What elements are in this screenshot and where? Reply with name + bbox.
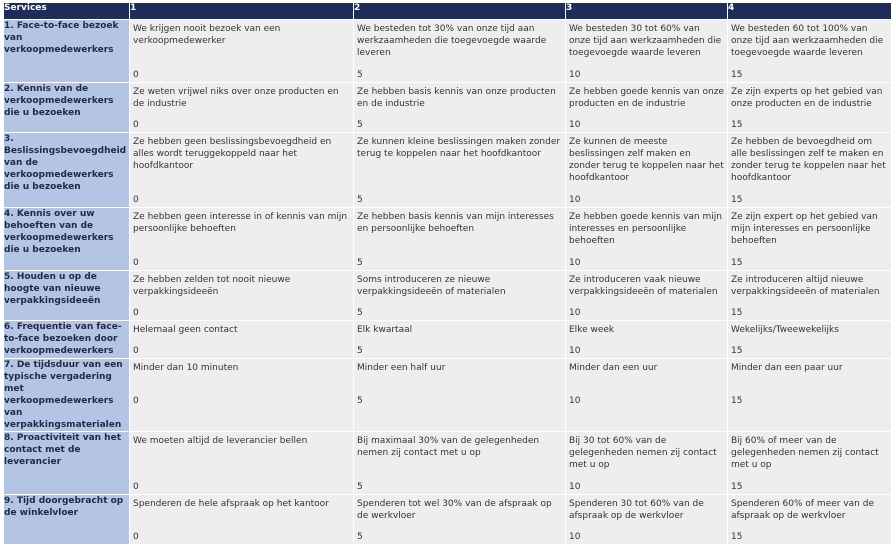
level-description: Ze weten vrijwel niks over onze producten en de industrie <box>133 87 339 109</box>
criterion-label: 3. Beslissingsbevoegdheid van de verkoopmedewerkers die u bezoeken <box>4 133 130 208</box>
score-cell-level-2 <box>354 20 566 83</box>
level-description: Ze zijn expert op het gebied van mijn interesses en persoonlijke behoeften <box>731 212 878 246</box>
score-cell-level-4 <box>728 271 892 321</box>
level-description: Ze kunnen kleine beslissingen maken zonder terug te koppelen naar het hoofdkantoor <box>357 137 561 159</box>
level-score: 5 <box>357 532 363 542</box>
level-score: 10 <box>569 482 581 492</box>
score-cell-content <box>728 321 891 358</box>
score-cell-level-1 <box>130 432 354 495</box>
criterion-label: 7. De tijdsduur van een typische vergadering met verkoopmedewerkers van verpakkingsmaterialen <box>4 359 130 432</box>
score-cell-level-1 <box>130 208 354 271</box>
header-row <box>4 3 892 20</box>
score-cell-content <box>566 83 727 132</box>
criterion-label: 1. Face-to-face bezoek van verkoopmedewerkers <box>4 20 130 83</box>
level-description: Ze hebben goede kennis van mijn interesses en persoonlijke behoeften <box>569 212 722 246</box>
score-cell-level-4 <box>728 359 892 432</box>
level-score: 15 <box>731 258 743 268</box>
score-cell-level-4 <box>728 83 892 133</box>
level-score: 0 <box>133 120 139 130</box>
level-score: 15 <box>731 195 743 205</box>
score-cell-level-4 <box>728 321 892 359</box>
level-description: Ze zijn experts op het gebied van onze producten en de industrie <box>731 87 883 109</box>
score-cell-content <box>566 208 727 270</box>
score-cell-content <box>130 432 353 494</box>
score-cell-content <box>728 20 891 82</box>
score-cell-content <box>130 359 353 408</box>
score-cell-content <box>130 271 353 320</box>
header-level-1: 1 <box>130 3 354 20</box>
level-score: 0 <box>133 70 139 80</box>
score-cell-content <box>354 271 565 320</box>
level-score: 10 <box>569 396 581 406</box>
level-score: 5 <box>357 308 363 318</box>
header-level-3: 3 <box>566 3 728 20</box>
level-description: Ze hebben goede kennis van onze producten en de industrie <box>569 87 724 109</box>
score-cell-level-1 <box>130 271 354 321</box>
score-cell-content <box>566 432 727 494</box>
level-score: 0 <box>133 308 139 318</box>
level-description: Elk kwartaal <box>357 325 413 335</box>
score-cell-content <box>566 321 727 358</box>
level-description: Ze introduceren altijd nieuwe verpakkingsideeën of materialen <box>731 275 880 297</box>
level-score: 15 <box>731 532 743 542</box>
level-score: 10 <box>569 195 581 205</box>
level-description: Bij 30 tot 60% van de gelegenheden nemen zij contact met u op <box>569 436 717 470</box>
level-score: 0 <box>133 346 139 356</box>
score-cell-content <box>566 359 727 408</box>
table-body <box>4 3 892 545</box>
score-cell-level-2 <box>354 271 566 321</box>
score-cell-level-1 <box>130 359 354 432</box>
level-description: We besteden 60 tot 100% van onze tijd aan werkzaamheden die toegevoegde waarde leveren <box>731 24 884 58</box>
table-row <box>4 271 892 321</box>
table-row <box>4 432 892 495</box>
table-row <box>4 321 892 359</box>
table-row <box>4 83 892 133</box>
level-description: Minder dan een uur <box>569 363 658 373</box>
score-cell-content <box>566 271 727 320</box>
level-score: 15 <box>731 482 743 492</box>
level-score: 10 <box>569 258 581 268</box>
score-cell-content <box>130 133 353 207</box>
score-cell-level-3 <box>566 271 728 321</box>
level-description: Bij maximaal 30% van de gelegenheden nemen zij contact met u op <box>357 436 540 458</box>
level-description: Ze introduceren vaak nieuwe verpakkingsideeën of materialen <box>569 275 718 297</box>
level-description: Ze hebben de bevoegdheid om alle beslissingen zelf te maken en zonder terug te koppelen naar het hoofdkantoor <box>731 137 886 183</box>
score-cell-content <box>728 83 891 132</box>
level-description: Ze kunnen de meeste beslissingen zelf maken en zonder terug te koppelen naar het hoofdkantoor <box>569 137 724 183</box>
score-cell-content <box>566 133 727 207</box>
score-cell-level-4 <box>728 20 892 83</box>
level-score: 0 <box>133 195 139 205</box>
level-score: 5 <box>357 120 363 130</box>
score-cell-level-4 <box>728 133 892 208</box>
level-description: We besteden 30 tot 60% van onze tijd aan werkzaamheden die toegevoegde waarde leveren <box>569 24 722 58</box>
score-cell-level-1 <box>130 83 354 133</box>
score-cell-level-3 <box>566 208 728 271</box>
score-cell-level-2 <box>354 432 566 495</box>
level-description: Wekelijks/Tweewekelijks <box>731 325 839 335</box>
level-description: We krijgen nooit bezoek van een verkoopmedewerker <box>133 24 281 46</box>
score-cell-level-3 <box>566 133 728 208</box>
level-description: Minder een half uur <box>357 363 446 373</box>
level-description: Minder dan een paar uur <box>731 363 843 373</box>
level-description: Ze hebben geen interesse in of kennis van mijn persoonlijke behoeften <box>133 212 348 234</box>
level-score: 5 <box>357 70 363 80</box>
level-score: 15 <box>731 346 743 356</box>
score-cell-level-3 <box>566 359 728 432</box>
level-description: Minder dan 10 minuten <box>133 363 239 373</box>
score-cell-level-4 <box>728 432 892 495</box>
level-score: 5 <box>357 195 363 205</box>
score-cell-content <box>130 20 353 82</box>
score-cell-level-3 <box>566 20 728 83</box>
criterion-label: 4. Kennis over uw behoeften van de verkoopmedewerkers die u bezoeken <box>4 208 130 271</box>
level-score: 5 <box>357 482 363 492</box>
score-cell-content <box>354 208 565 270</box>
level-score: 10 <box>569 308 581 318</box>
score-cell-content <box>354 321 565 358</box>
score-cell-level-3 <box>566 321 728 359</box>
level-description: Spenderen 60% of meer van de afspraak op de werkvloer <box>731 499 874 521</box>
level-description: Ze hebben basis kennis van mijn interesses en persoonlijke behoeften <box>357 212 554 234</box>
score-cell-level-3 <box>566 83 728 133</box>
table-row <box>4 208 892 271</box>
level-score: 0 <box>133 532 139 542</box>
services-scoring-table <box>3 2 892 545</box>
score-cell-level-2 <box>354 321 566 359</box>
level-score: 10 <box>569 120 581 130</box>
score-cell-level-1 <box>130 20 354 83</box>
level-score: 15 <box>731 120 743 130</box>
level-description: Spenderen tot wel 30% van de afspraak op de werkvloer <box>357 499 552 521</box>
services-scoring-table-wrapper <box>3 2 892 545</box>
level-description: Bij 60% of meer van de gelegenheden nemen zij contact met u op <box>731 436 879 470</box>
level-score: 0 <box>133 396 139 406</box>
score-cell-content <box>354 432 565 494</box>
level-description: Soms introduceren ze nieuwe verpakkingsideeën of materialen <box>357 275 506 297</box>
score-cell-content <box>728 208 891 270</box>
score-cell-content <box>728 133 891 207</box>
score-cell-level-1 <box>130 133 354 208</box>
header-level-4: 4 <box>728 3 892 20</box>
score-cell-level-2 <box>354 208 566 271</box>
table-row <box>4 133 892 208</box>
level-description: Helemaal geen contact <box>133 325 238 335</box>
score-cell-level-2 <box>354 133 566 208</box>
level-score: 15 <box>731 308 743 318</box>
level-description: We moeten altijd de leverancier bellen <box>133 436 308 446</box>
level-description: Ze hebben geen beslissingsbevoegdheid en alles wordt teruggekoppeld naar het hoofdkantoor <box>133 137 332 171</box>
level-score: 15 <box>731 70 743 80</box>
score-cell-level-1 <box>130 321 354 359</box>
level-score: 10 <box>569 346 581 356</box>
criterion-label: 8. Proactiviteit van het contact met de leverancier <box>4 432 130 495</box>
level-description: Ze hebben zelden tot nooit nieuwe verpakkingsideeën <box>133 275 291 297</box>
score-cell-content <box>728 359 891 408</box>
level-score: 5 <box>357 396 363 406</box>
score-cell-content <box>130 83 353 132</box>
level-score: 5 <box>357 258 363 268</box>
score-cell-content <box>354 359 565 408</box>
score-cell-level-3 <box>566 432 728 495</box>
level-description: Spenderen de hele afspraak op het kantoor <box>133 499 329 509</box>
header-level-2: 2 <box>354 3 566 20</box>
criterion-label: 9. Tijd doorgebracht op de winkelvloer <box>4 495 130 545</box>
score-cell-content <box>354 20 565 82</box>
level-score: 0 <box>133 482 139 492</box>
level-description: Elke week <box>569 325 615 335</box>
level-score: 5 <box>357 346 363 356</box>
score-cell-level-2 <box>354 359 566 432</box>
table-row <box>4 20 892 83</box>
score-cell-level-2 <box>354 83 566 133</box>
score-cell-content <box>354 83 565 132</box>
criterion-label: 5. Houden u op de hoogte van nieuwe verpakkingsideeën <box>4 271 130 321</box>
score-cell-content <box>728 271 891 320</box>
level-score: 10 <box>569 532 581 542</box>
level-score: 15 <box>731 396 743 406</box>
score-cell-level-4 <box>728 208 892 271</box>
criterion-label: 2. Kennis van de verkoopmedewerkers die u bezoeken <box>4 83 130 133</box>
criterion-label: 6. Frequentie van face-to-face bezoeken door verkoopmedewerkers <box>4 321 130 359</box>
score-cell-content <box>354 133 565 207</box>
header-services: Services <box>4 3 130 20</box>
score-cell-content <box>728 432 891 494</box>
score-cell-content <box>566 20 727 82</box>
level-description: We besteden tot 30% van onze tijd aan werkzaamheden die toegevoegde waarde leveren <box>357 24 547 58</box>
table-row <box>4 359 892 432</box>
score-cell-content <box>130 208 353 270</box>
level-score: 0 <box>133 258 139 268</box>
score-cell-content <box>130 321 353 358</box>
level-description: Ze hebben basis kennis van onze producten en de industrie <box>357 87 556 109</box>
level-description: Spenderen 30 tot 60% van de afspraak op de werkvloer <box>569 499 704 521</box>
level-score: 10 <box>569 70 581 80</box>
